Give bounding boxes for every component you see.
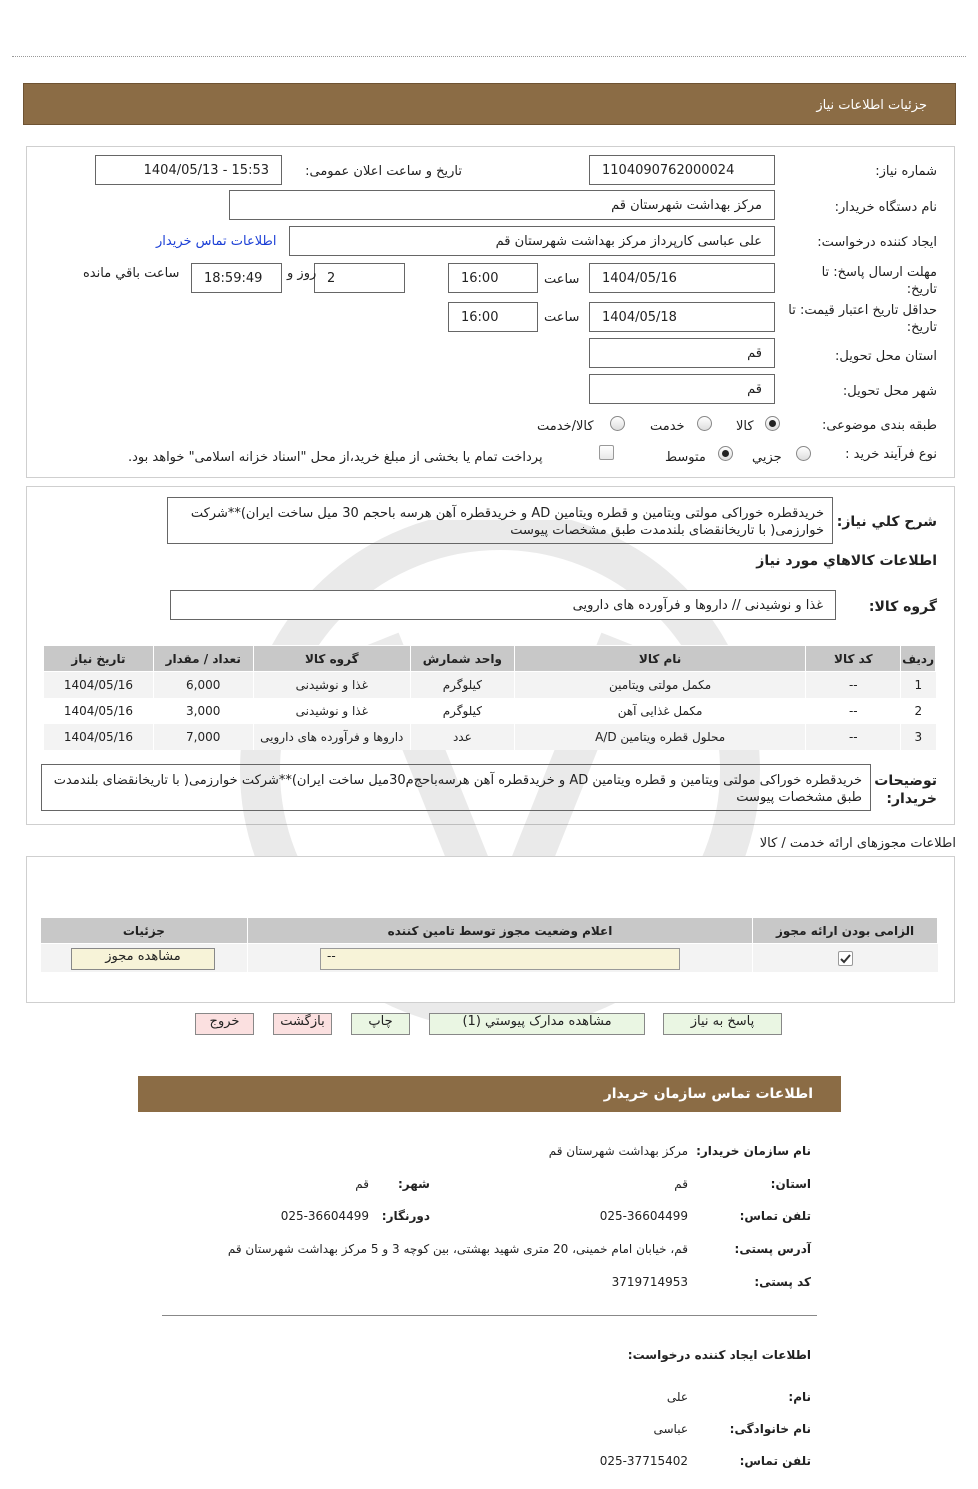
col-group: گروه کالا (253, 646, 410, 672)
deadline-date-field: 1404/05/16 (589, 263, 775, 293)
process-option-medium: متوسط (665, 450, 706, 465)
contact-province-label: استان: (770, 1177, 811, 1191)
col-permit-details: جزئیات (41, 918, 248, 944)
treasury-checkbox[interactable] (599, 445, 614, 460)
deadline-time-field: 16:00 (448, 263, 538, 293)
contact-province-value: قم (674, 1177, 688, 1191)
days-label: روز و (287, 266, 317, 281)
category-option-goods: کالا (736, 419, 754, 434)
creator-field: علی عباسی کارپرداز مرکز بهداشت شهرستان قم (289, 226, 775, 256)
days-field: 2 (314, 263, 405, 293)
buyer-notes-text: خریدقطره خوراکی مولتی ویتامین و قطره ویتامین AD و خریدقطره آهن هرسه‌باحج‌م30میل ساخت ایران)**شرکت خوارزمی( با تاریخانقضای بلندمدت طبق مشخصات پیوست (41, 764, 871, 811)
contact-postal-label: کد پستی: (754, 1275, 811, 1289)
back-button[interactable]: بازگشت (273, 1013, 332, 1035)
permit-status-field[interactable]: -- (320, 948, 680, 970)
buyer-org-label: نام دستگاه خریدار: (834, 200, 937, 215)
creator-family-value: عباسی (653, 1422, 688, 1436)
contact-fax-label: دورنگار: (381, 1209, 430, 1223)
col-date: تاریخ نیاز (44, 646, 154, 672)
creator-name-value: علی (666, 1390, 688, 1404)
cell-date: 1404/05/16 (44, 698, 154, 724)
print-button[interactable]: چاپ (351, 1013, 410, 1035)
creator-label: ایجاد کننده درخواست: (817, 235, 937, 250)
contact-address-value: قم، خیابان امام خمینی، 20 متری شهید بهشتی، بین کوچه 3 و 5 مرکز بهداشت شهرستان قم (227, 1242, 688, 1256)
province-label: استان محل تحویل: (835, 349, 937, 364)
cell-date: 1404/05/16 (44, 672, 154, 698)
creator-info-title: اطلاعات ایجاد کننده درخواست: (627, 1348, 811, 1362)
col-permit-required: الزامی بودن ارائه مجوز (753, 918, 938, 944)
creator-phone-value: 025-37715402 (599, 1454, 688, 1468)
deadline-label: مهلت ارسال پاسخ: تا تاریخ: (821, 265, 937, 297)
cell-name: مکمل مولتی ویتامین (514, 672, 806, 698)
cell-code: -- (806, 672, 901, 698)
announce-field: 1404/05/13 - 15:53 (95, 155, 282, 185)
category-radio-goods[interactable] (765, 416, 780, 431)
cell-qty: 6,000 (153, 672, 253, 698)
city-label: شهر محل تحویل: (842, 384, 937, 399)
category-option-both: کالا/خدمت (537, 419, 594, 434)
need-number-label: شماره نیاز: (875, 164, 937, 179)
cell-code: -- (806, 698, 901, 724)
summary-label: شرح کلي نياز: (836, 514, 937, 530)
cell-group: غذا و نوشیدنی (253, 698, 410, 724)
cell-name: محلول قطره ویتامین A/D (514, 724, 806, 750)
permits-title: اطلاعات مجوزهای ارائه خدمت / کالا (759, 836, 956, 851)
cell-name: مکمل غذایی آهن (514, 698, 806, 724)
contact-header (138, 1076, 841, 1112)
province-field: قم (589, 338, 775, 368)
contact-fax-value: 025-36604499 (280, 1209, 369, 1223)
remaining-time-field: 18:59:49 (191, 263, 282, 293)
category-radio-both[interactable] (610, 416, 625, 431)
cell-row: 1 (901, 672, 936, 698)
creator-name-label: نام: (788, 1390, 811, 1404)
page-header (23, 83, 956, 125)
attachments-button[interactable]: مشاهده مدارک پیوستي (1) (429, 1013, 645, 1035)
validity-time-label: ساعت (544, 310, 580, 325)
cell-qty: 7,000 (153, 724, 253, 750)
creator-family-label: نام خانوادگی: (729, 1422, 811, 1436)
table-row (44, 672, 936, 698)
process-option-partial: جزیي (752, 450, 782, 465)
top-divider (12, 56, 966, 57)
cell-code: -- (806, 724, 901, 750)
col-row: ردیف (901, 646, 936, 672)
summary-text: خریدقطره خوراکی مولتی ویتامین و قطره ویتامین AD و خریدقطره آهن هرسه باحجم 30 میل ساخت ایران)**شرکت خوارزمی( با تاریخانقضای بلندمدت طبق مشخصات پیوست (167, 497, 833, 544)
col-code: کد کالا (806, 646, 901, 672)
payment-note: پرداخت تمام یا بخشی از مبلغ خرید،از محل "اسناد خزانه اسلامی" خواهد بود. (128, 450, 543, 465)
reply-button[interactable]: پاسخ به نیاز (663, 1013, 782, 1035)
cell-group: داروها و فرآورده های دارویی (253, 724, 410, 750)
exit-button[interactable]: خروج (195, 1013, 254, 1035)
cell-group: غذا و نوشیدنی (253, 672, 410, 698)
contact-org-value: مرکز بهداشت شهرستان قم (548, 1144, 688, 1158)
permit-required-checkbox[interactable] (838, 951, 853, 966)
category-label: طبقه بندی موضوعی: (821, 418, 937, 433)
contact-title: اطلاعات تماس سازمان خریدار (603, 1086, 813, 1102)
category-option-service: خدمت (650, 419, 685, 434)
cell-row: 2 (901, 698, 936, 724)
goods-group-field: غذا و نوشیدنی // داروها و فرآورده های دارویی (170, 590, 836, 620)
process-radio-medium[interactable] (718, 446, 733, 461)
creator-phone-label: تلفن تماس: (739, 1454, 811, 1468)
cell-unit: عدد (411, 724, 515, 750)
table-row (44, 698, 936, 724)
goods-info-title: اطلاعات کالاهاي مورد نياز (756, 553, 937, 569)
page-header-title: جزئیات اطلاعات نیاز (816, 98, 927, 113)
validity-label: حداقل تاریخ اعتبار قیمت: تا تاریخ: (788, 303, 937, 335)
city-field: قم (589, 374, 775, 404)
process-label: نوع فرآیند خرید : (845, 447, 937, 462)
col-name: نام کالا (514, 646, 806, 672)
contact-postal-value: 3719714953 (611, 1275, 688, 1289)
validity-date-field: 1404/05/18 (589, 302, 775, 332)
contact-divider (162, 1315, 817, 1316)
validity-time-field: 16:00 (448, 302, 538, 332)
contact-city-label: شهر: (398, 1177, 430, 1191)
cell-unit: کیلوگرم (411, 672, 515, 698)
table-row (44, 724, 936, 750)
remaining-label: ساعت باقي مانده (83, 266, 180, 281)
col-unit: واحد شمارش (411, 646, 515, 672)
permit-required-cell (753, 944, 938, 972)
cell-date: 1404/05/16 (44, 724, 154, 750)
deadline-time-label: ساعت (544, 272, 580, 287)
contact-phone-label: تلفن تماس: (739, 1209, 811, 1223)
contact-city-value: قم (355, 1177, 369, 1191)
col-permit-status: اعلام وضعیت مجوز توسط تامین کننده (247, 918, 752, 944)
buyer-org-field: مرکز بهداشت شهرستان قم (229, 190, 775, 220)
contact-phone-value: 025-36604499 (599, 1209, 688, 1223)
buyer-contact-link[interactable]: اطلاعات تماس خریدار (156, 234, 277, 249)
items-table (43, 645, 936, 750)
view-permit-button[interactable]: مشاهده مجوز (71, 948, 215, 970)
buyer-notes-label: توضیحات خریدار: (874, 773, 937, 807)
cell-unit: کیلوگرم (411, 698, 515, 724)
process-radio-partial[interactable] (796, 446, 811, 461)
contact-org-label: نام سازمان خریدار: (696, 1144, 811, 1158)
cell-row: 3 (901, 724, 936, 750)
cell-qty: 3,000 (153, 698, 253, 724)
col-qty: تعداد / مقدار (153, 646, 253, 672)
announce-label: تاریخ و ساعت اعلان عمومی: (305, 164, 462, 179)
goods-group-label: گروه کالا: (868, 599, 937, 615)
need-number-field: 1104090762000024 (589, 155, 775, 185)
contact-address-label: آدرس پستی: (734, 1242, 811, 1256)
category-radio-service[interactable] (697, 416, 712, 431)
check-icon (839, 952, 852, 965)
